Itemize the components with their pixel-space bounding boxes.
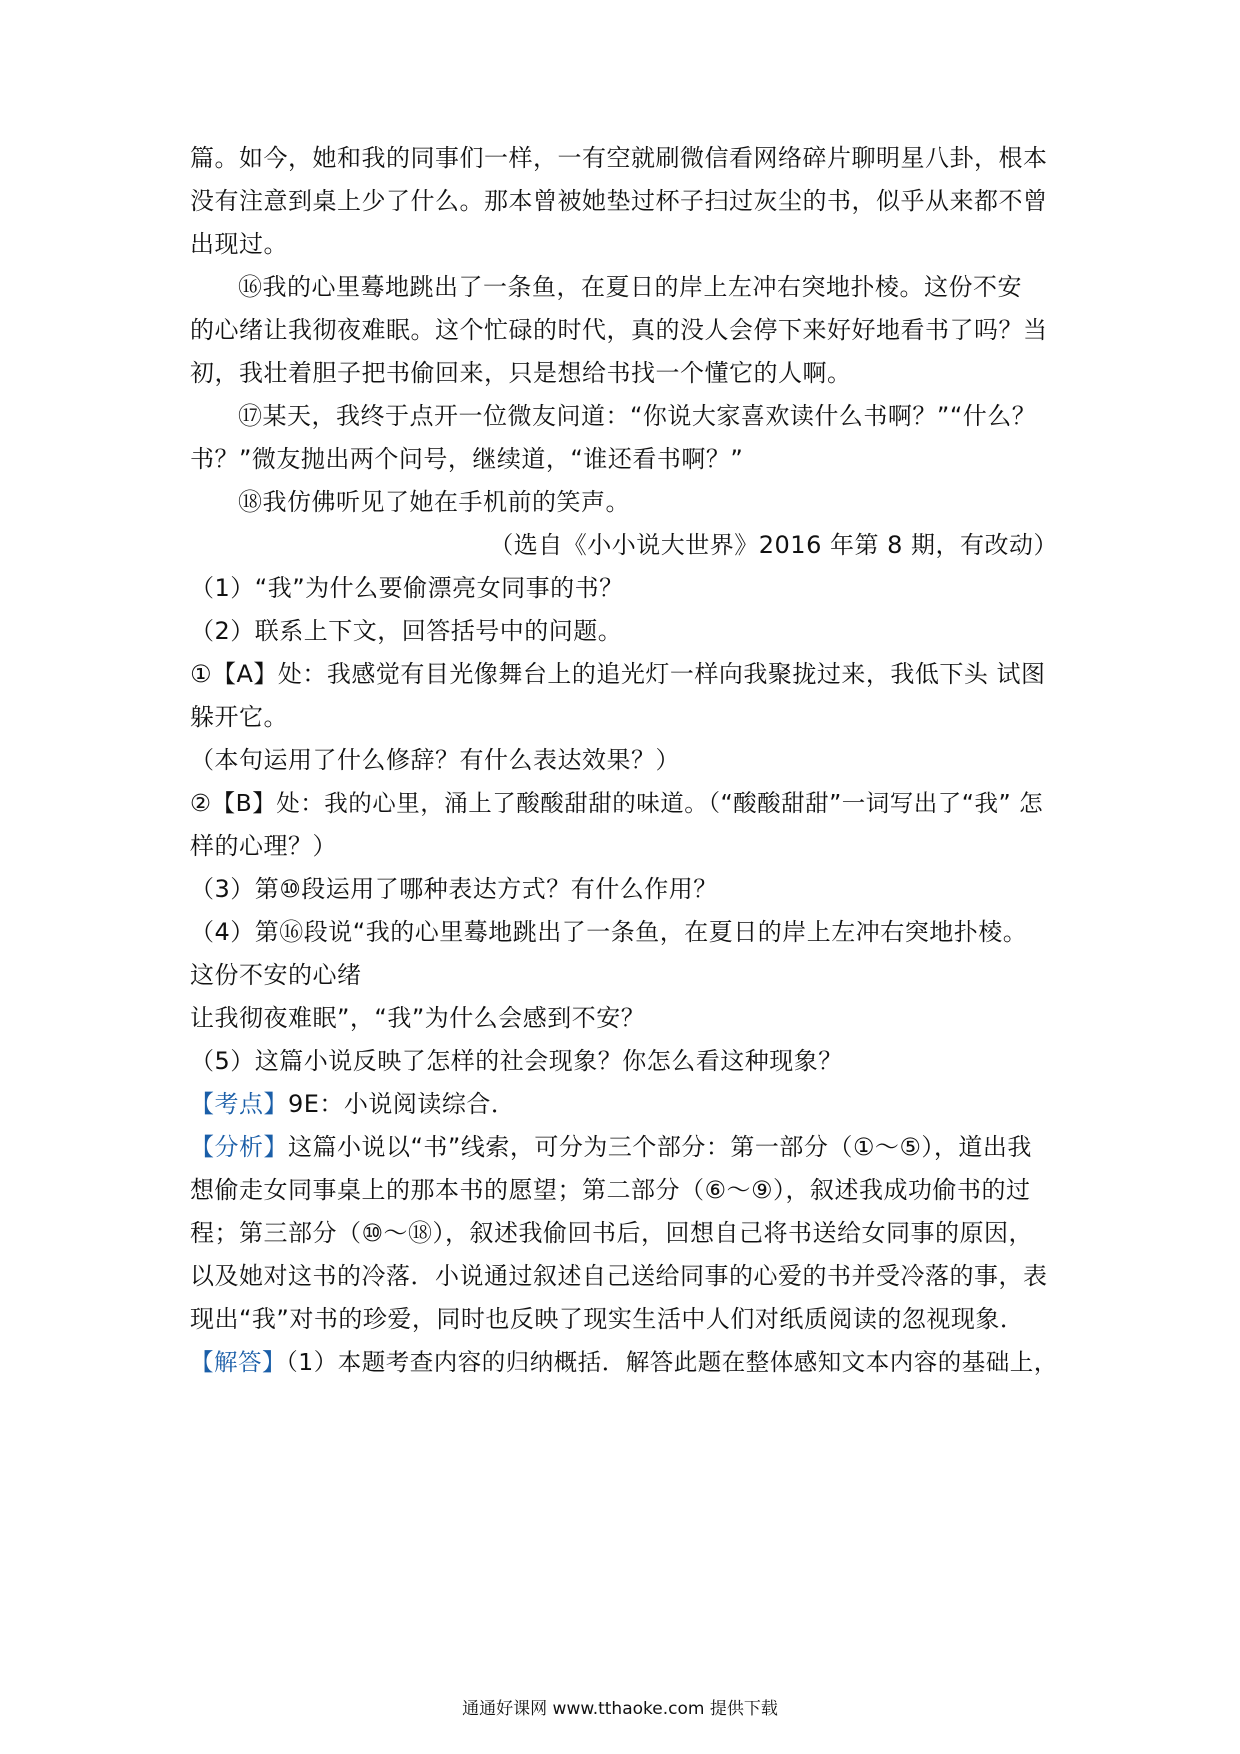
text-line: 样的心理？） — [190, 832, 337, 860]
question-5: （5）这篇小说反映了怎样的社会现象？你怎么看这种现象？ — [190, 1047, 843, 1075]
text-line: 篇。如今，她和我的同事们一样，一有空就刷微信看网络碎片聊明星八卦，根本 — [190, 144, 1048, 172]
question-1: （1）“我”为什么要偷漂亮女同事的书？ — [190, 574, 624, 602]
paragraph-16: ⑯我的心里蓦地跳出了一条鱼，在夏日的岸上左冲右突地扑棱。这份不安 — [238, 273, 1022, 301]
question-2-b: ②【B】处：我的心里，涌上了酸酸甜甜的味道。（“酸酸甜甜”一词写出了“我” 怎 — [190, 789, 1044, 817]
text-line: （本句运用了什么修辞？有什么表达效果？） — [190, 746, 680, 774]
kaodian-text: 9E：小说阅读综合． — [288, 1090, 516, 1118]
text-line: 这份不安的心绪 — [190, 961, 362, 989]
text-line: 以及她对这书的冷落．小说通过叙述自己送给同事的心爱的书并受冷落的事，表 — [190, 1262, 1048, 1290]
text-line: 想偷走女同事桌上的那本书的愿望；第二部分（⑥～⑨），叙述我成功偷书的过 — [190, 1176, 1031, 1204]
fenxi-tag: 【分析】 — [190, 1133, 288, 1161]
text-line: 程；第三部分（⑩～⑱），叙述我偷回书后，回想自己将书送给女同事的原因， — [190, 1219, 1034, 1247]
text-line: 的心绪让我彻夜难眠。这个忙碌的时代，真的没人会停下来好好地看书了吗？当 — [190, 316, 1048, 344]
text-line: 书？”微友抛出两个问号，继续道，“谁还看书啊？” — [190, 445, 744, 473]
question-2-a: ①【A】处：我感觉有目光像舞台上的追光灯一样向我聚拢过来，我低下头 试图 — [190, 660, 1046, 688]
text-line: 初，我壮着胆子把书偷回来，只是想给书找一个懂它的人啊。 — [190, 359, 852, 387]
question-4: （4）第⑯段说“我的心里蓦地跳出了一条鱼，在夏日的岸上左冲右突地扑棱。 — [190, 918, 1028, 946]
question-3: （3）第⑩段运用了哪种表达方式？有什么作用？ — [190, 875, 718, 903]
fenxi-line — [190, 1132, 1060, 1162]
jieda-text: （1）本题考查内容的归纳概括．解答此题在整体感知文本内容的基础上， — [286, 1348, 1058, 1376]
text-line: 躲开它。 — [190, 703, 288, 731]
source-note: （选自《小小说大世界》2016 年第 8 期，有改动） — [489, 531, 1058, 559]
text-line: 让我彻夜难眠”，“我”为什么会感到不安？ — [190, 1004, 646, 1032]
jieda-tag: 【解答】 — [190, 1348, 286, 1376]
text-line: 没有注意到桌上少了什么。那本曾被她垫过杯子扫过灰尘的书，似乎从来都不曾 — [190, 187, 1048, 215]
page-footer: 通通好课网 www.tthaoke.com 提供下载 — [462, 1699, 778, 1719]
kaodian-tag: 【考点】 — [190, 1090, 288, 1118]
paragraph-18: ⑱我仿佛听见了她在手机前的笑声。 — [238, 488, 630, 516]
fenxi-text: 这篇小说以“书”线索，可分为三个部分：第一部分（①～⑤），道出我 — [288, 1133, 1032, 1161]
text-line: 出现过。 — [190, 230, 288, 258]
text-line: 现出“我”对书的珍爱，同时也反映了现实生活中人们对纸质阅读的忽视现象． — [190, 1305, 1025, 1333]
jieda-line — [190, 1347, 1060, 1377]
kaodian-line — [190, 1089, 1060, 1119]
question-2: （2）联系上下文，回答括号中的问题。 — [190, 617, 623, 645]
paragraph-17: ⑰某天，我终于点开一位微友问道：“你说大家喜欢读什么书啊？”“什么？ — [238, 402, 1037, 430]
